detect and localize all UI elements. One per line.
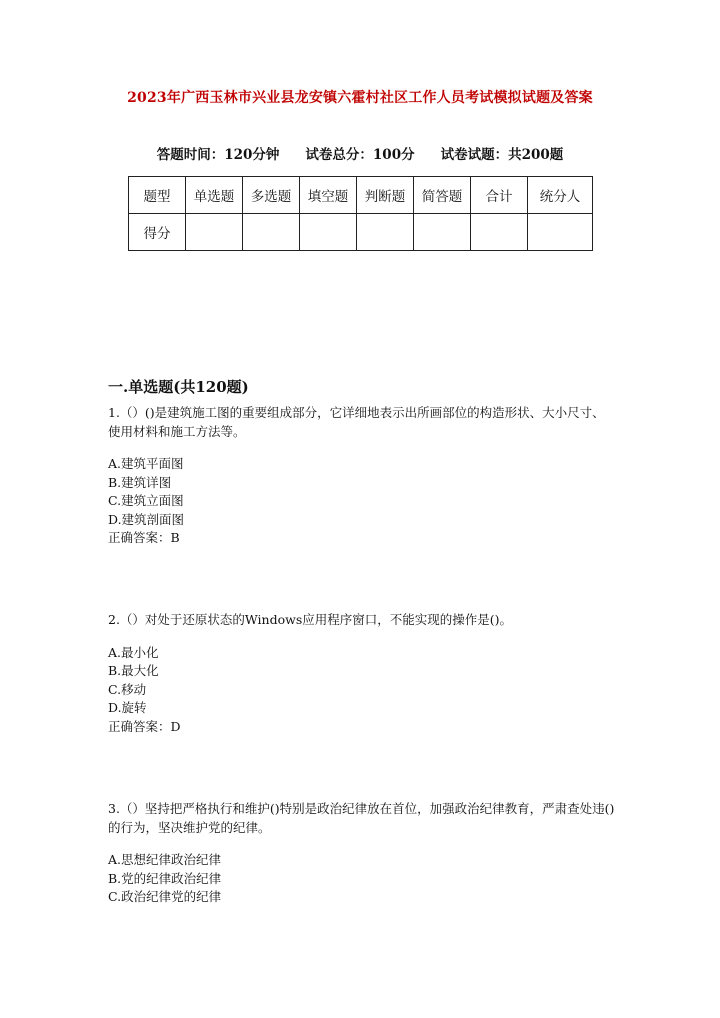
score-cell <box>528 214 593 251</box>
header-cell: 统分人 <box>528 177 593 214</box>
option-b: B.最大化 <box>108 663 159 678</box>
option-a: A.思想纪律政治纪律 <box>108 852 222 867</box>
header-cell: 填空题 <box>300 177 357 214</box>
option-b: B.党的纪律政治纪律 <box>108 870 222 886</box>
score-cell <box>414 214 471 251</box>
header-cell: 题型 <box>129 177 186 214</box>
header-cell: 合计 <box>471 177 528 214</box>
header-cell: 简答题 <box>414 177 471 214</box>
option-d: D.建筑剖面图 <box>108 511 185 527</box>
question-2 <box>108 611 616 736</box>
question-stem: 1.（）()是建筑施工图的重要组成部分，它详细地表示出所画部位的构造形状、大小尺寸、使用材料和施工方法等。 <box>108 405 605 439</box>
option-a: A.建筑平面图 <box>108 456 184 471</box>
row-label-cell: 得分 <box>129 214 186 251</box>
correct-answer: 正确答案：B <box>108 530 180 545</box>
exam-total-score: 试卷总分：100分 <box>305 147 415 163</box>
score-cell <box>357 214 414 251</box>
exam-total-questions: 试卷试题：共200题 <box>440 147 564 163</box>
question-3 <box>108 800 616 907</box>
exam-meta <box>0 143 720 163</box>
score-cell <box>300 214 357 251</box>
option-b: B.建筑详图 <box>108 474 172 490</box>
option-d: D.旋转 <box>108 700 147 715</box>
question-stem: 2.（）对处于还原状态的Windows应用程序窗口，不能实现的操作是()。 <box>108 612 512 627</box>
question-1 <box>108 404 616 548</box>
score-table <box>128 176 593 251</box>
score-table-header-row <box>129 177 593 214</box>
option-c: C.政治纪律党的纪律 <box>108 889 222 904</box>
option-c: C.移动 <box>108 681 147 697</box>
score-cell <box>471 214 528 251</box>
correct-answer: 正确答案：D <box>108 718 181 734</box>
question-stem: 3.（）坚持把严格执行和维护()特别是政治纪律放在首位，加强政治纪律教育，严肃查处违()的行为，坚决维护党的纪律。 <box>108 801 615 835</box>
header-cell: 单选题 <box>186 177 243 214</box>
option-c: C.建筑立面图 <box>108 493 184 508</box>
document-title: 2023年广西玉林市兴业县龙安镇六霍村社区工作人员考试模拟试题及答案 <box>127 90 593 106</box>
header-cell: 判断题 <box>357 177 414 214</box>
section-heading: 一.单选题(共120题) <box>108 378 249 396</box>
score-table-score-row <box>129 214 593 251</box>
exam-time: 答题时间：120分钟 <box>156 147 280 163</box>
option-a: A.最小化 <box>108 644 159 660</box>
header-cell: 多选题 <box>243 177 300 214</box>
score-cell <box>243 214 300 251</box>
score-cell <box>186 214 243 251</box>
